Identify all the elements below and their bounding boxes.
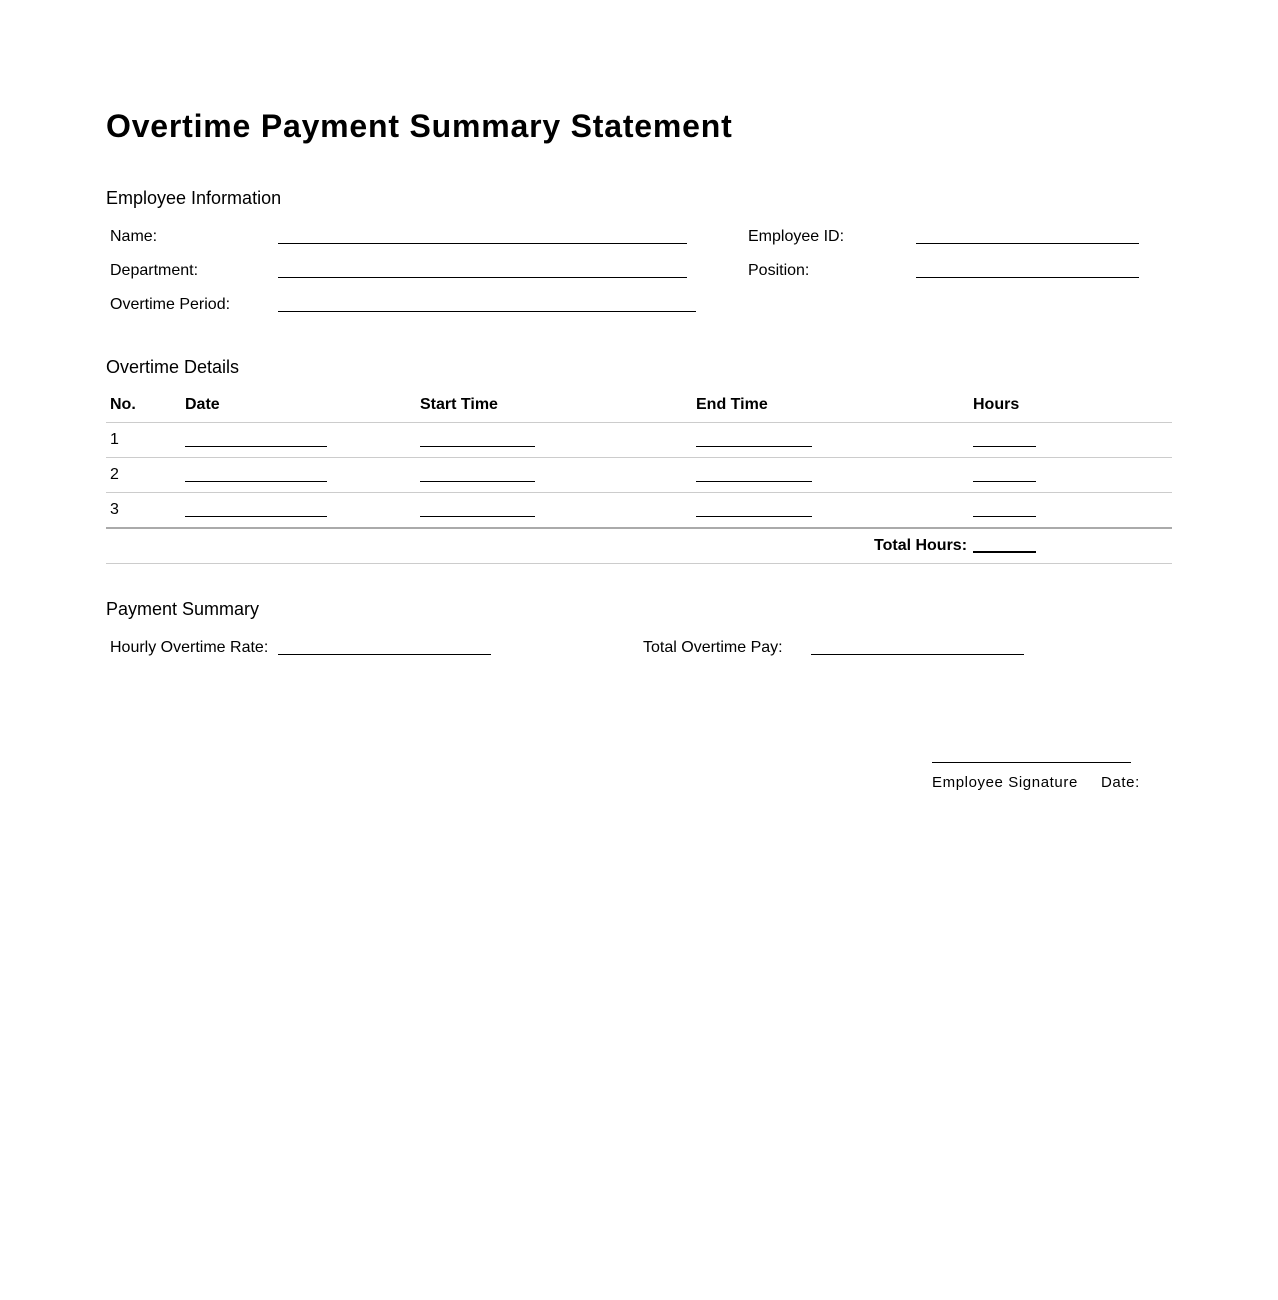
end-time-field[interactable] bbox=[696, 516, 812, 517]
row-number: 1 bbox=[110, 431, 119, 448]
table-total-divider bbox=[106, 527, 1172, 529]
position-label: Position: bbox=[748, 262, 810, 279]
employee-id-label: Employee ID: bbox=[748, 228, 845, 245]
department-field[interactable] bbox=[278, 277, 687, 278]
row-number: 3 bbox=[110, 501, 119, 518]
table-divider bbox=[106, 563, 1172, 564]
date-field[interactable] bbox=[185, 446, 327, 447]
column-header-no: No. bbox=[110, 396, 136, 413]
total-hours-label: Total Hours: bbox=[874, 537, 968, 554]
hours-field[interactable] bbox=[973, 516, 1036, 517]
overtime-details-heading: Overtime Details bbox=[106, 357, 240, 377]
column-header-hours: Hours bbox=[973, 396, 1020, 413]
end-time-field[interactable] bbox=[696, 481, 812, 482]
hourly-rate-label: Hourly Overtime Rate: bbox=[110, 639, 269, 656]
name-field[interactable] bbox=[278, 243, 687, 244]
table-divider bbox=[106, 422, 1172, 423]
date-field[interactable] bbox=[185, 516, 327, 517]
employee-info-heading: Employee Information bbox=[106, 188, 282, 208]
employee-id-field[interactable] bbox=[916, 243, 1139, 244]
department-label: Department: bbox=[110, 262, 199, 279]
signature-line[interactable] bbox=[932, 762, 1131, 763]
table-divider bbox=[106, 492, 1172, 493]
signature-date-label: Date: bbox=[1101, 774, 1140, 791]
column-header-end-time: End Time bbox=[696, 396, 768, 413]
name-label: Name: bbox=[110, 228, 158, 245]
end-time-field[interactable] bbox=[696, 446, 812, 447]
overtime-period-field[interactable] bbox=[278, 311, 696, 312]
start-time-field[interactable] bbox=[420, 516, 535, 517]
total-pay-label: Total Overtime Pay: bbox=[643, 639, 783, 656]
signature-label: Employee Signature bbox=[932, 774, 1078, 791]
total-hours-field[interactable] bbox=[973, 551, 1036, 553]
date-field[interactable] bbox=[185, 481, 327, 482]
table-divider bbox=[106, 457, 1172, 458]
hourly-rate-field[interactable] bbox=[278, 654, 491, 655]
position-field[interactable] bbox=[916, 277, 1139, 278]
hours-field[interactable] bbox=[973, 446, 1036, 447]
payment-summary-heading: Payment Summary bbox=[106, 599, 260, 619]
column-header-date: Date bbox=[185, 396, 220, 413]
hours-field[interactable] bbox=[973, 481, 1036, 482]
column-header-start-time: Start Time bbox=[420, 396, 498, 413]
start-time-field[interactable] bbox=[420, 446, 535, 447]
total-pay-field[interactable] bbox=[811, 654, 1024, 655]
overtime-period-label: Overtime Period: bbox=[110, 296, 231, 313]
row-number: 2 bbox=[110, 466, 119, 483]
start-time-field[interactable] bbox=[420, 481, 535, 482]
page-title: Overtime Payment Summary Statement bbox=[106, 108, 733, 144]
